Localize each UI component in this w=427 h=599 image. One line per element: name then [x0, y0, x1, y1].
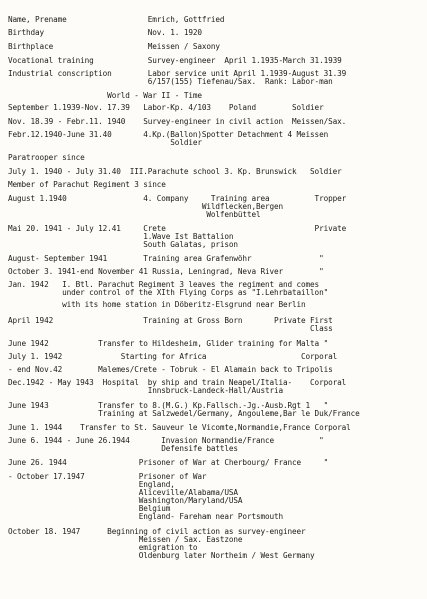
line-entry: Belgium [8, 504, 171, 513]
line-entry: Class [8, 324, 333, 333]
line-entry: Meissen / Sax. Eastzone [8, 535, 243, 544]
line-entry: Paratrooper since [8, 153, 85, 162]
line-entry: June 1. 1944 Transfer to St. Sauveur le Vicomte,Normandie,France Corporal [8, 423, 351, 432]
line-entry: June 6. 1944 - June 26.1944 Invasion Normandie/France " [8, 436, 324, 445]
line-entry: August- September 1941 Training area Grafenwöhr " [8, 254, 324, 263]
line-industrial-conscription: Industrial conscription Labor service unit April 1.1939-August 31.39 [8, 69, 347, 78]
line-labor-unit: 6/157(155) Tiefenau/Sax. Rank: Labor-man [8, 77, 333, 86]
line-entry: July 1. 1940 - July 31.40 III.Parachute school 3. Kp. Brunswick Soldier [8, 167, 342, 176]
line-entry: Member of Parachut Regiment 3 since [8, 180, 166, 189]
line-entry: 1.Wave Ist Battalion [8, 232, 234, 241]
line-entry: Training at Salzwedel/Germany, Angouleme,Bar le Duk/France [8, 409, 360, 418]
line-section-heading: World - War II - Time [8, 91, 202, 100]
line-entry: September 1.1939-Nov. 17.39 Labor-Kp. 4/103 Poland Soldier [8, 103, 324, 112]
line-entry: emigration to [8, 543, 198, 552]
line-entry: England, [8, 480, 175, 489]
line-entry: Nov. 18.39 - Febr.11. 1940 Survey-engineer in civil action Meissen/Sax. [8, 117, 347, 126]
line-entry: Innsbruck-Landeck-Hall/Austria [8, 386, 284, 395]
line-entry: South Galatas, prison [8, 240, 238, 249]
line-entry: June 26. 1944 Prisoner of War at Cherbourg/ France " [8, 458, 329, 467]
line-entry: Washington/Maryland/USA [8, 496, 243, 505]
line-entry: Dec.1942 - May 1943 Hospital by ship and train Neapel/Italia- Corporal [8, 378, 347, 387]
line-vocational-training: Vocational training Survey-engineer April 1.1935-March 31.1939 [8, 56, 342, 65]
line-entry: Oldenburg later Northeim / West Germany [8, 551, 315, 560]
line-entry: under control of the XIth Flying Corps as "I.Lehrbataillon" [8, 288, 329, 297]
line-entry: Jan. 1942 I. Btl. Parachut Regiment 3 leaves the regiment and comes [8, 280, 320, 289]
line-entry: Wildflecken,Bergen [8, 202, 284, 211]
line-entry: - end Nov.42 Malemes/Crete - Tobruk - El Alamain back to Tripolis [8, 365, 333, 374]
line-entry: August 1.1940 4. Company Training area Tropper [8, 194, 347, 203]
line-entry: Mai 20. 1941 - July 12.41 Crete Private [8, 224, 347, 233]
line-name: Name, Prename Emrich, Gottfried [8, 15, 225, 24]
line-entry: Febr.12.1940-June 31.40 4.Kp.(Ballon)Spotter Detachment 4 Meissen [8, 130, 329, 139]
line-entry: June 1942 Transfer to Hildesheim, Glider training for Malta " [8, 339, 329, 348]
line-birthplace: Birthplace Meissen / Saxony [8, 42, 220, 51]
line-entry: England- Fareham near Portsmouth [8, 512, 284, 521]
line-entry: Soldier [8, 138, 202, 147]
line-entry: Wolfenbüttel [8, 210, 261, 219]
line-entry: Aliceville/Alabama/USA [8, 488, 238, 497]
line-entry: June 1943 Transfer to 8.(M.G.) Kp.Fallsch.-Jg.-Ausb.Rgt 1 " [8, 401, 329, 410]
line-entry: October 3. 1941-end November 41 Russia, Leningrad, Neva River " [8, 267, 324, 276]
line-entry: April 1942 Training at Gross Born Private First [8, 316, 333, 325]
line-entry: July 1. 1942 Starting for Africa Corporal [8, 352, 338, 361]
line-entry: with its home station in Döberitz-Elsgrund near Berlin [8, 300, 306, 309]
line-entry: Defensife battles [8, 444, 238, 453]
line-entry: - October 17.1947 Prisoner of War [8, 472, 207, 481]
line-entry: October 18. 1947 Beginning of civil action as survey-engineer [8, 527, 306, 536]
line-birthday: Birthday Nov. 1. 1920 [8, 28, 202, 37]
